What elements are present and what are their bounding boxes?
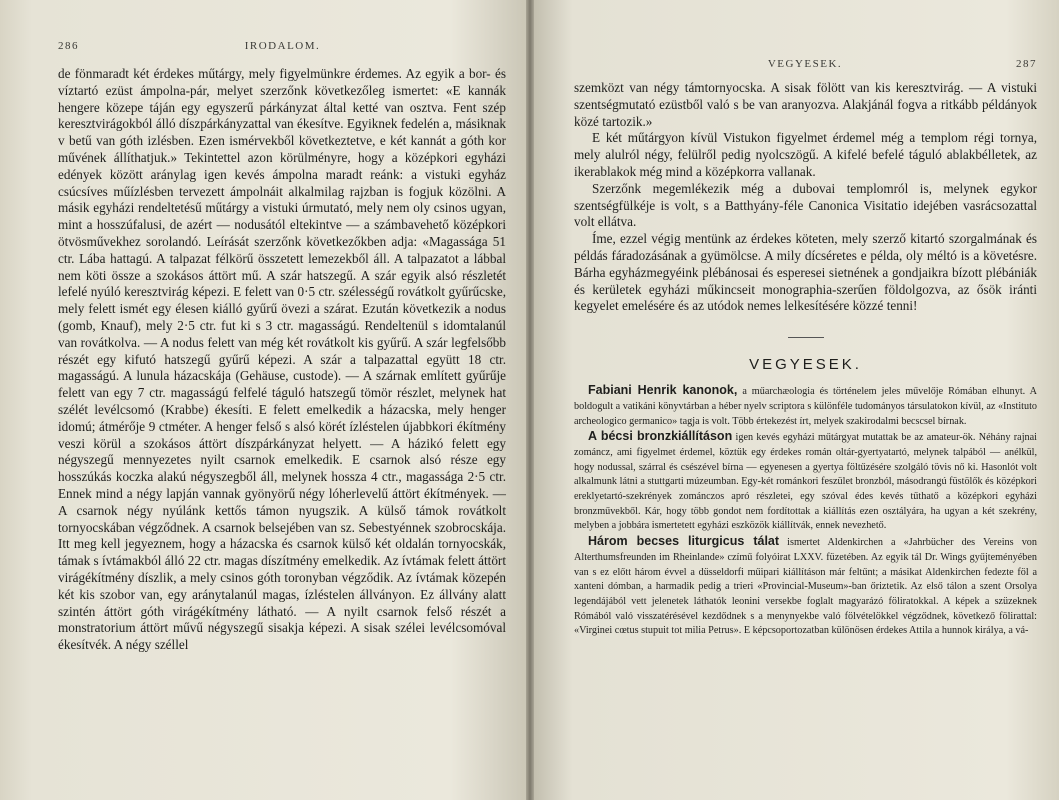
right-page bbox=[530, 0, 1059, 800]
news-item-text: a műarchæologia és történelem jeles művelője Rómában elhunyt. A boldogult a vatikáni könyvtárban a héber nyelv scriptora s különféle tudományos társulatokon kívül, az «Instituto archeologico germanico» tagja is volt. Több értekezést írt, melyek szakirodalmi becscsel bírnak. bbox=[574, 386, 1037, 427]
body-paragraph: Íme, ezzel végig mentünk az érdekes köteten, mely szerző kitartó szorgalmának és példás fáradozásának a gyümölcse. A mily dícséretes e példa, oly méltó is a követésre. Bárha egyházmegyéink plébánosai és esperesei sietnének a gondjaikra bízott plébániák és kerületek egyházi műkincseit monographia-szerűen földolgozva, az ősök iránti kegyelet emelésére és az utódok nemes lelkesítésére közzé tenni! bbox=[574, 231, 1037, 314]
section-title: VEGYESEK. bbox=[749, 356, 862, 374]
page-number: 286 bbox=[58, 40, 79, 52]
news-item-lead: Három becses liturgicus tálat bbox=[588, 534, 780, 549]
news-item bbox=[574, 383, 1037, 429]
section-divider bbox=[788, 337, 824, 338]
running-head: IRODALOM. bbox=[244, 40, 321, 52]
body-paragraph: de fönmaradt két érdekes műtárgy, mely figyelmünkre érdemes. Az egyik a bor- és víztartó ezüst ámpolna-pár, melyet szerzőnk következőleg ismertet: «E kannák hengere közepe táján egy egyszerű párkányzat által ketté van osztva. Fent szép keresztvirágokból álló díszpárkányzattal van ékesítve. Egyiknek fedelén a, másiknak v betű van góth izlésben. Ezen ismérvekből következtetve, e két kannát a góth kor művének állíthatjuk.» Tekintettel azon körülményre, hogy a középkori egyházi edények között aránylag igen kevés ámpolna maradt reánk: a vistuki egyház csúcsíves műízlésben tervezett ámpolnáit alkalmilag rajzban is fogjuk közölni. A másik egyházi rendeltetésű műtárgy a vistuki úrmutató, mely nem oly csinos ugyan, mint a hosszúfalusi, de azért — nodusától eltekintve — a számbavehető középkori ötvösművekhez sorolandó. Leírását szerzőnk következőkben adja: «Magassága 51 ctr. Lába hattagú. A talpazat félkörű összetett lemezekből áll. A talpazatot a lábbal nem köti össze a szokásos áttört mű. A szár hatszegű. A szár egyik alsó részletét lefelé nyúló keresztvirág képezi. E felett van 0·5 ctr. szélességű rovátkolt gyűrűcske, mely felett ismét egy élesen kiálló gyűrű övezi a szárat. Ezután következik a nodus (gomb, Knauf), mely 2·5 ctr. fut ki s 3 ctr. magasságú. Rendeltenül s idomtalanúl van rovátkolva. — A nodus felett van még két rovátkolt kis gyűrű. A szár legfelsőbb részét egy kifutó hatszegű gyűrű képezi. A szár a talpazattal együtt 18 ctr. magasságú. A lunula házacskája (Gehäuse, custode). — A szárnak említett gyűrűje felett van egy 7 ctr. magasságú felfelé táguló hatszegű tömör részlet, melynek hat szélét levélcsomó (Krabbe) ékesíti. E felett emelkedik a házacska, mely henger idomú; átmérője 9 ctméter. A henger felső s alsó körét ízléstelen újabbkori ékítmény veszi körül a szokásos áttört díszpárkányzat helyett. — A házikó felett egy négyszegű mennyezetes nyilt csarnok emelkedik. E csarnok alsó része egy hosszúkás koczka alakú négyszegből áll, melynek hossza 4 ctr., magassága 2·5 ctr. Ennek mind a négy lapján vannak gyönyörű négy lóherlevelű áttört ékítmények. — A csarnok négy nyúlánk kettős támon nyugszik. A külső támok rovátkolt tornyocskában végződnek. A csarnok belsejében van sz. Sebestyénnek szobrocskája. Itt meg kell jegyeznem, hogy a házacska és csarnok külső két oldalán tornyocskák, támak s ívtámakból álló 22 ctr. magas díszítmény emelkedik. Az ívtámak felett áttört virágékítmény díszlik, a mely csinos góth toronyban végződik. Az ívtámak közepén két kis szobor van, egy aránytalanúl magas, ízléstelen állványon. Ez állvány alatt szintén áttört góth virágékítmény látható. — A nyilt csarnok felső részét a monstratorium áttört művű négyszegű sisakja képezi. A sisak szélei levélcsomóval ékesítvék. A négy széllel bbox=[58, 66, 506, 653]
news-item-text: ismertet Aldenkirchen a «Jahrbücher des Vereins von Alterthumsfreunden im Rheinlande» czímű folyóirat LXXV. füzetében. Az egyik tál Dr. Wings gyűjteményében van s ez előtt három évvel a düsseldorfi műipari kiállításon már feltűnt; a másikat Aldenkirchen fedezte föl a xanteni dómban, a harmadik pedig a trieri «Provincial-Museum»-ban őriztetik. Az első tálon a szent Orsolya legendájából vett jelenetek láthatók leonini versekbe foglalt magyarázó föliratokkal. A képek a szüzeknek Rómából való visszatérésével kezdődnek s a menynyekbe való fölvételökkel végződnek, következő fölirattal: «Virginei cœtus stupuit tot milia Petrus». E képcsoportozatban különösen érdekes Attila a hunnok királya, a vá- bbox=[574, 537, 1037, 637]
book-gutter bbox=[526, 0, 534, 800]
page-number: 287 bbox=[1016, 58, 1037, 70]
body-paragraph: Szerzőnk megemlékezik még a dubovai templomról is, melynek egykor szentségfülkéje is volt, s a Batthyány-féle Canonica Visitatio idejében vasrácsozattal volt ellátva. bbox=[574, 180, 1037, 230]
right-page-header bbox=[574, 58, 1037, 70]
body-paragraph: szemközt van négy támtornyocska. A sisak fölött van kis keresztvirág. — A vistuki szentségmutató ezüstből való s be van aranyozva. Alakjánál fogva a ritkább példányok közé tartozik.» bbox=[574, 80, 1037, 129]
news-item-lead: A bécsi bronzkiállításon bbox=[588, 429, 733, 444]
right-page-body bbox=[574, 80, 1037, 315]
news-item bbox=[574, 429, 1037, 534]
left-page-header bbox=[58, 40, 506, 52]
news-item-lead: Fabiani Henrik kanonok, bbox=[588, 383, 738, 398]
left-page-body bbox=[58, 66, 506, 654]
news-items bbox=[574, 383, 1037, 639]
news-item bbox=[574, 534, 1037, 639]
news-item-text: igen kevés egyházi műtárgyat mutattak be az amateur-ök. Néhány rajnai zománcz, ami figyelmet érdemel, köztük egy érdekes román oltár-gyertyatartó, melynek talpából — anélkül, hogy nodussal, szárral és csészével bírna — egyenesen a gyertya föltűzésére szolgáló tövis nő ki. Hasonlót volt alkalmunk látni a stuttgarti múzeumban. Egy-két románkori feszület bronzból, másodrangú füstölők és középkori ereklyetartó-szekrények zománczos apró részletei, egy szóval édes kevés tűthatő a középkori egyházi bronzművekből. Kár, hogy több gondot nem fordítottak a kiállítás ezen osztályára, ha ugyan a két szekrény, melyben a jobbára ismertetett egyházi eszközök kiállítvák, ennek nevezhető. bbox=[574, 432, 1037, 532]
running-head: VEGYESEK. bbox=[767, 58, 843, 70]
body-paragraph: E két műtárgyon kívül Vistukon figyelmet érdemel még a templom régi tornya, mely alulról négy, felülről pedig nyolcszögű. A kifelé befelé táguló ablakbélletek, az ikerablakok még mind a középkorra vallanak. bbox=[574, 130, 1037, 179]
